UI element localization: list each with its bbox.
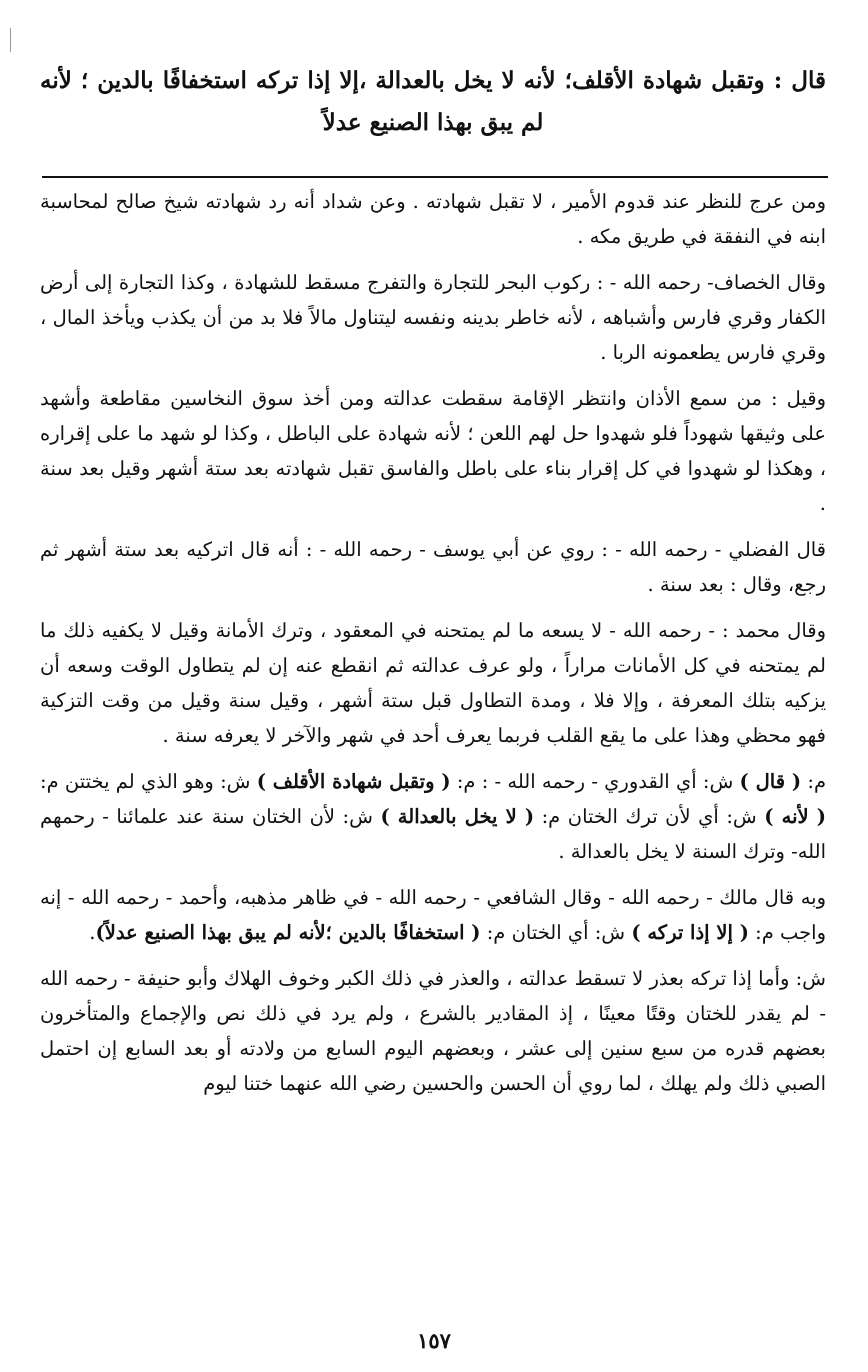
margin-mark (10, 28, 11, 52)
paragraph-text: ش: أي القدوري - رحمه الله - : م: (450, 770, 740, 793)
paragraph (40, 764, 826, 869)
paragraph-text: ومن عرج للنظر عند قدوم الأمير ، لا تقبل شهادته . وعن شداد أنه رد شهادته شيخ صالح لمحاسبة ابنه في النفقة في طريق مكه . (40, 190, 826, 248)
paragraph-text: . (89, 921, 96, 944)
matn-quote: ( لا يخل بالعدالة ) (380, 805, 535, 828)
page-number: ١٥٧ (417, 1328, 451, 1353)
paragraph (40, 613, 826, 753)
paragraph (40, 961, 826, 1101)
paragraph-text: وقال محمد : - رحمه الله - لا يسعه ما لم يمتحنه في المعقود ، وترك الأمانة وقيل لا يكفيه ذلك ما لم يمتحنه في كل الأمانات مراراً ، ولو عرف عدالته ثم انقطع عنه إن لم يتطاول الوقت وسعه أن يزكيه بتلك المعرفة ، وإلا فلا ، ومدة التطاول قبل ستة أشهر ، وقيل سنة وقيل من وقت التزكية فهو محظي وهذا على ما يقع القلب فربما يعرف أحد في شهر والآخر لا يعرفه سنة . (40, 619, 826, 747)
paragraph (40, 265, 826, 370)
paragraph-text: م: (801, 770, 827, 793)
paragraph (40, 880, 826, 950)
separator-rule (42, 176, 828, 178)
paragraph-text: ش: لأن الختان سنة عند علمائنا - رحمهم الله- وترك السنة لا يخل بالعدالة . (40, 805, 826, 863)
matn-text: قال : وتقبل شهادة الأقلف؛ لأنه لا يخل بالعدالة ،إلا إذا تركه استخفافًا بالدين ؛ لأنه لم يبق بهذا الصنيع عدلاً (40, 67, 826, 136)
paragraph-text: ش: أي لأن ترك الختان م: (534, 805, 765, 828)
paragraph (40, 381, 826, 521)
paragraph (40, 184, 826, 254)
paragraph-text: وبه قال مالك - رحمه الله - وقال الشافعي - رحمه الله - في ظاهر مذهبه، وأحمد - رحمه الله - إنه واجب م: (40, 886, 826, 944)
commentary-body (40, 184, 826, 1112)
paragraph-text: وقال الخصاف- رحمه الله - : ركوب البحر للتجارة والتفرج مسقط للشهادة ، وكذا التجارة إلى أرض الكفار وقري فارس وأشباهه ، لأنه خاطر بدينه ونفسه ليتناول مالاً فلا بد من أن يكذب ويأخذ المال ، وقري فارس يطعمونه الربا . (40, 271, 826, 364)
paragraph (40, 532, 826, 602)
matn-quote: ( لأنه ) (764, 805, 826, 828)
matn-quote: ( وتقبل شهادة الأقلف ) (256, 770, 451, 793)
matn-quote: ( قال ) (739, 770, 802, 793)
paragraph-text: ش: وأما إذا تركه بعذر لا تسقط عدالته ، والعذر في ذلك الكبر وخوف الهلاك وأبو حنيفة - رحمه الله - لم يقدر للختان وقتًا معينًا ، إذ المقادير بالشرع ، ولم يرد في ذلك نص والإجماع والمتأخرون بعضهم قدره من سبع سنين إلى عشر ، وبعضهم اليوم السابع من ولادته أو بعد السابع إن احتمل الصبي ذلك ولم يهلك ، لما روي أن الحسن والحسين رضي الله عنهما ختنا ليوم (40, 967, 826, 1095)
paragraph-text: ش: وهو الذي لم يختتن م: (40, 770, 257, 793)
paragraph-text: قال الفضلي - رحمه الله - : روي عن أبي يوسف - رحمه الله - : أنه قال اتركيه بعد ستة أشهر ثم رجع، وقال : بعد سنة . (40, 538, 826, 596)
paragraph-text: ش: أي الختان م: (480, 921, 632, 944)
matn-quote: ( استخفافًا بالدين ؛لأنه لم يبق بهذا الصنيع عدلاً) (95, 921, 481, 944)
matn-quote: ( إلا إذا تركه ) (631, 921, 749, 944)
paragraph-text: وقيل : من سمع الأذان وانتظر الإقامة سقطت عدالته ومن أخذ سوق النخاسين مقاطعة وأشهد على وثيقها شهوداً فلو شهدوا حل لهم اللعن ؛ لأنه شهادة على الباطل ، وكذا لو شهد ما على إقراره ، وهكذا لو شهدوا في كل إقرار بناء على باطل والفاسق تقبل شهادته بعد ستة أشهر وقيل بعد سنة . (40, 387, 826, 515)
